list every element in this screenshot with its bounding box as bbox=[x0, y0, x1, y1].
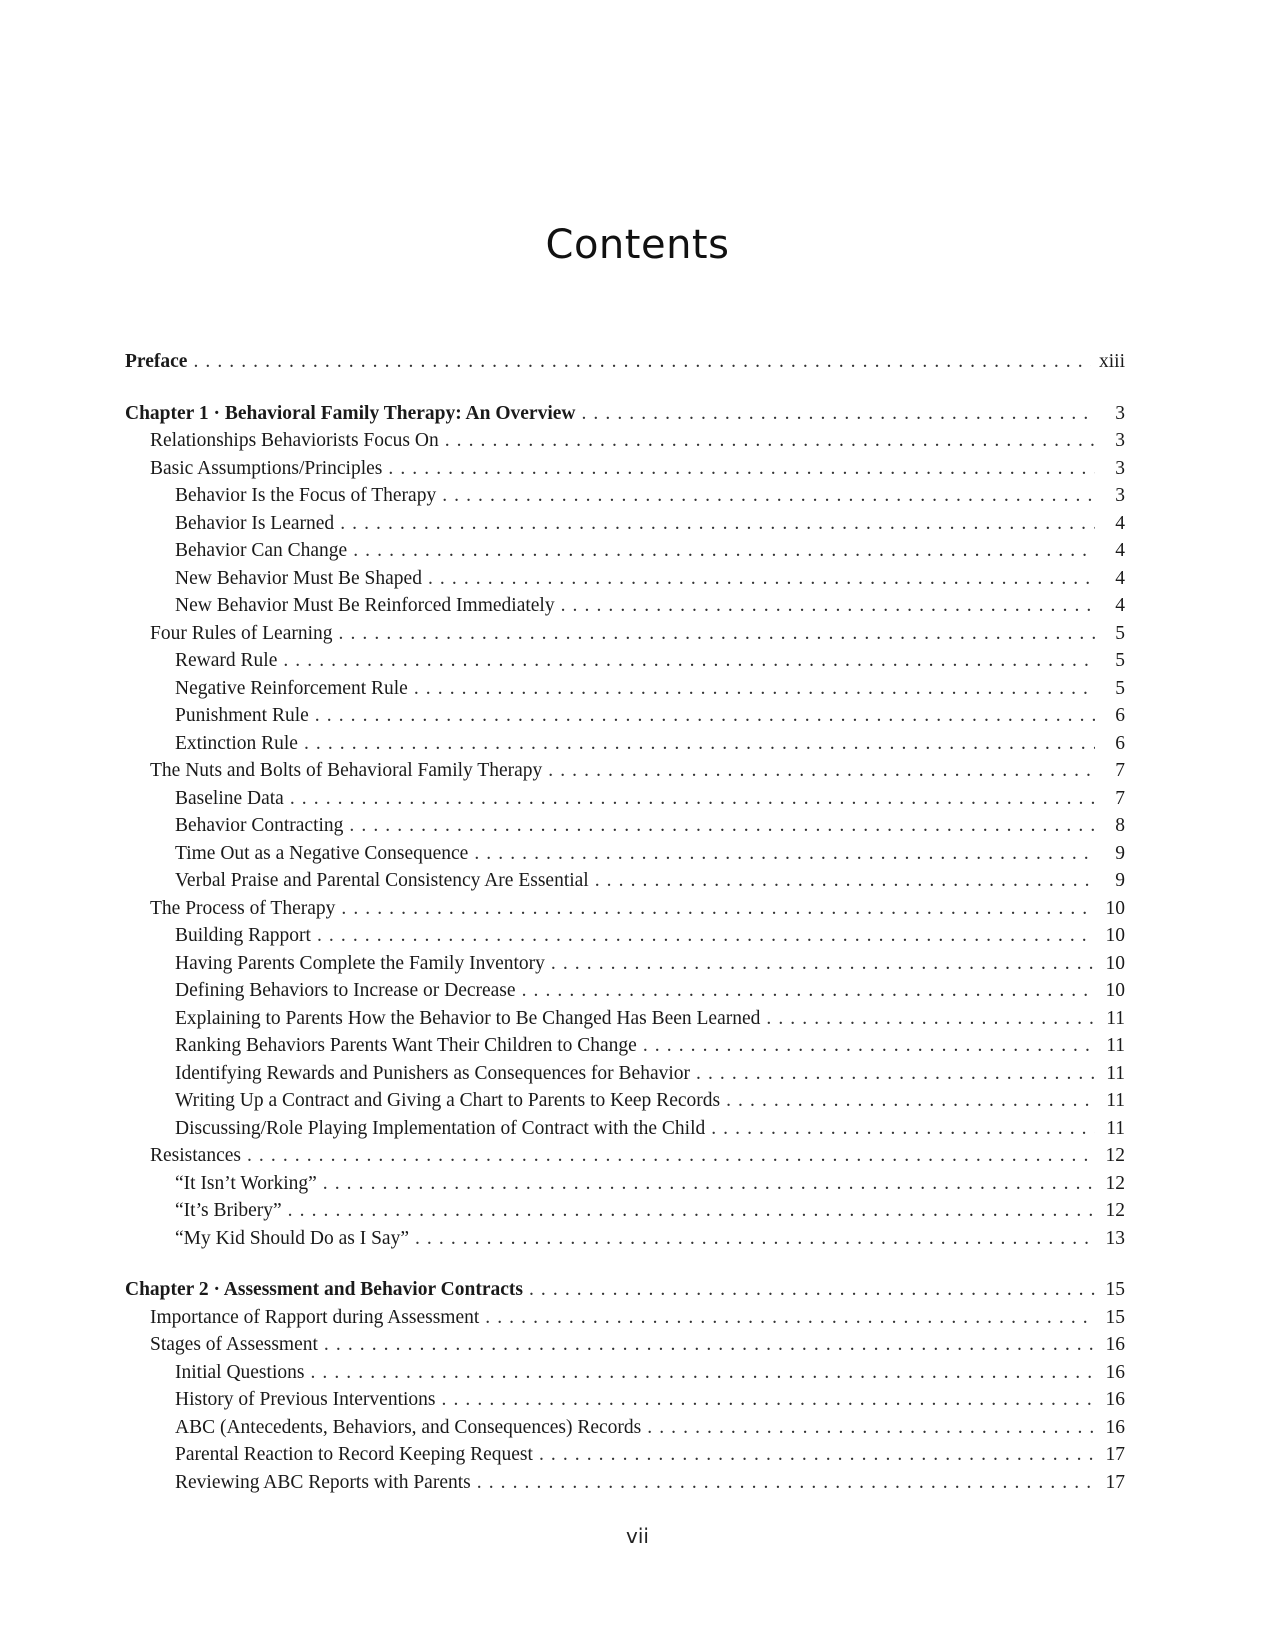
toc-entry-page-number: 11 bbox=[1106, 1062, 1125, 1084]
dot-leader bbox=[442, 482, 1095, 510]
toc-entry-page-number: 11 bbox=[1106, 1117, 1125, 1139]
toc-entry-title: Behavior Contracting bbox=[175, 815, 344, 836]
toc-subsection-entry bbox=[125, 1170, 1125, 1198]
toc-subsection-entry bbox=[125, 1225, 1125, 1253]
toc-entry-page-number: 11 bbox=[1106, 1007, 1125, 1029]
dot-leader bbox=[551, 950, 1095, 978]
dot-leader bbox=[442, 1386, 1095, 1414]
dot-leader bbox=[726, 1087, 1095, 1115]
dot-leader bbox=[193, 348, 1091, 376]
dot-leader bbox=[477, 1469, 1095, 1497]
dot-leader bbox=[643, 1032, 1095, 1060]
toc-entry-page-number: 10 bbox=[1105, 952, 1125, 974]
toc-entry-page-number: 8 bbox=[1115, 815, 1125, 836]
toc-entry-page-number: 11 bbox=[1106, 1035, 1125, 1056]
toc-subsection-entry bbox=[125, 1359, 1125, 1387]
toc-entry-title: Relationships Behaviorists Focus On bbox=[150, 430, 439, 451]
toc-entry-page-number: 12 bbox=[1105, 1200, 1125, 1221]
toc-subsection-entry bbox=[125, 565, 1125, 593]
dot-leader bbox=[522, 977, 1095, 1005]
toc-entry-title: Verbal Praise and Parental Consistency Are Essential bbox=[175, 870, 589, 891]
toc-subsection-entry bbox=[125, 812, 1125, 840]
dot-leader bbox=[323, 1170, 1095, 1198]
dot-leader bbox=[474, 840, 1095, 868]
toc-entry-title: Explaining to Parents How the Behavior to Be Changed Has Been Learned bbox=[175, 1007, 761, 1029]
toc-entry-title: “My Kid Should Do as I Say” bbox=[175, 1227, 409, 1249]
toc-subsection-entry bbox=[125, 592, 1125, 620]
dot-leader bbox=[310, 1359, 1095, 1387]
toc-section-entry bbox=[125, 1304, 1125, 1332]
toc-entry-title: Identifying Rewards and Punishers as Consequences for Behavior bbox=[175, 1062, 691, 1084]
toc-entry-title: Extinction Rule bbox=[175, 732, 298, 754]
toc-entry-page-number: 13 bbox=[1105, 1227, 1125, 1249]
toc-entry-page-number: 15 bbox=[1105, 1279, 1125, 1300]
toc-subsection-entry bbox=[125, 675, 1125, 703]
toc-entry-title: Time Out as a Negative Consequence bbox=[175, 842, 469, 864]
dot-leader bbox=[561, 592, 1095, 620]
toc-subsection-entry bbox=[125, 702, 1125, 730]
toc-entry-page-number: 16 bbox=[1105, 1361, 1125, 1383]
toc-entry-title: History of Previous Interventions bbox=[175, 1389, 436, 1410]
dot-leader bbox=[766, 1005, 1095, 1033]
toc-entry-title: Defining Behaviors to Increase or Decrease bbox=[175, 980, 516, 1001]
toc-subsection-entry bbox=[125, 977, 1125, 1005]
toc-entry-page-number: 16 bbox=[1105, 1334, 1125, 1355]
dot-leader bbox=[317, 922, 1095, 950]
toc-entry-title: “It’s Bribery” bbox=[175, 1200, 282, 1221]
toc-entry-page-number: 7 bbox=[1115, 787, 1125, 809]
toc-subsection-entry bbox=[125, 647, 1125, 675]
dot-leader bbox=[415, 1225, 1095, 1253]
toc-entry-page-number: 12 bbox=[1105, 1172, 1125, 1194]
toc-entry-title: Reward Rule bbox=[175, 650, 278, 671]
toc-entry-page-number: 17 bbox=[1105, 1471, 1125, 1493]
toc-entry-title: Behavior Is the Focus of Therapy bbox=[175, 485, 437, 506]
toc-entry-title: Stages of Assessment bbox=[150, 1334, 318, 1355]
toc-entry-title: Chapter 2 · Assessment and Behavior Contracts bbox=[125, 1279, 523, 1300]
toc-entry-title: Baseline Data bbox=[175, 787, 284, 809]
toc-section-entry bbox=[125, 1142, 1125, 1170]
dot-leader bbox=[339, 620, 1095, 648]
toc-entry-page-number: 17 bbox=[1105, 1444, 1125, 1465]
toc-section-entry bbox=[125, 757, 1125, 785]
toc-subsection-entry bbox=[125, 1414, 1125, 1442]
toc-entry-title: Preface bbox=[125, 351, 188, 372]
toc-entry-page-number: 9 bbox=[1115, 842, 1125, 864]
toc-subsection-entry bbox=[125, 1441, 1125, 1469]
toc-subsection-entry bbox=[125, 730, 1125, 758]
toc-entry-title: Reviewing ABC Reports with Parents bbox=[175, 1471, 471, 1493]
toc-subsection-entry bbox=[125, 1087, 1125, 1115]
page-number: vii bbox=[626, 1524, 649, 1548]
dot-leader bbox=[711, 1115, 1095, 1143]
toc-entry-page-number: 10 bbox=[1105, 897, 1125, 919]
dot-leader bbox=[647, 1414, 1095, 1442]
dot-leader bbox=[315, 702, 1095, 730]
dot-leader bbox=[428, 565, 1095, 593]
dot-leader bbox=[247, 1142, 1095, 1170]
toc-subsection-entry bbox=[125, 1060, 1125, 1088]
toc-subsection-entry bbox=[125, 1386, 1125, 1414]
toc-entry-title: Punishment Rule bbox=[175, 705, 309, 726]
dot-leader bbox=[539, 1441, 1095, 1469]
dot-leader bbox=[304, 730, 1095, 758]
toc-entry-title: Behavior Is Learned bbox=[175, 512, 335, 534]
toc-entry-title: The Process of Therapy bbox=[150, 897, 336, 919]
toc-subsection-entry bbox=[125, 922, 1125, 950]
toc-entry-page-number: 4 bbox=[1115, 567, 1125, 589]
toc-entry-title: Behavior Can Change bbox=[175, 540, 348, 561]
toc-section-entry bbox=[125, 427, 1125, 455]
dot-leader bbox=[324, 1331, 1095, 1359]
toc-entry-page-number: 3 bbox=[1115, 402, 1125, 424]
toc-subsection-entry bbox=[125, 482, 1125, 510]
toc-subsection-entry bbox=[125, 950, 1125, 978]
toc-subsection-entry bbox=[125, 1032, 1125, 1060]
dot-leader bbox=[353, 537, 1095, 565]
dot-leader bbox=[388, 455, 1095, 483]
dot-leader bbox=[529, 1276, 1095, 1304]
toc-subsection-entry bbox=[125, 1197, 1125, 1225]
toc-subsection-entry bbox=[125, 1005, 1125, 1033]
toc-entry-title: Discussing/Role Playing Implementation of Contract with the Child bbox=[175, 1117, 706, 1139]
dot-leader bbox=[341, 895, 1095, 923]
toc-entry-page-number: 3 bbox=[1115, 457, 1125, 479]
toc-entry-page-number: 6 bbox=[1115, 732, 1125, 754]
toc-entry-page-number: 10 bbox=[1105, 925, 1125, 946]
toc-section-entry bbox=[125, 895, 1125, 923]
toc-subsection-entry bbox=[125, 537, 1125, 565]
toc-entry-title: Writing Up a Contract and Giving a Chart to Parents to Keep Records bbox=[175, 1090, 721, 1111]
dot-leader bbox=[696, 1060, 1095, 1088]
table-of-contents bbox=[125, 348, 1125, 1496]
toc-chapter-entry bbox=[125, 348, 1125, 376]
toc-entry-page-number: 11 bbox=[1106, 1090, 1125, 1111]
toc-entry-page-number: 6 bbox=[1115, 705, 1125, 726]
toc-entry-page-number: 4 bbox=[1115, 540, 1125, 561]
dot-leader bbox=[290, 785, 1095, 813]
toc-entry-title: Four Rules of Learning bbox=[150, 622, 333, 644]
toc-entry-page-number: xiii bbox=[1098, 351, 1125, 372]
toc-entry-title: New Behavior Must Be Reinforced Immediately bbox=[175, 595, 555, 616]
toc-subsection-entry bbox=[125, 785, 1125, 813]
toc-entry-title: ABC (Antecedents, Behaviors, and Consequences) Records bbox=[175, 1416, 642, 1438]
toc-entry-page-number: 16 bbox=[1105, 1416, 1125, 1438]
toc-entry-title: Resistances bbox=[150, 1145, 241, 1166]
toc-section-entry bbox=[125, 620, 1125, 648]
toc-section-entry bbox=[125, 1331, 1125, 1359]
toc-entry-title: Chapter 1 · Behavioral Family Therapy: An Overview bbox=[125, 402, 576, 424]
toc-entry-page-number: 10 bbox=[1105, 980, 1125, 1001]
toc-entry-title: Basic Assumptions/Principles bbox=[150, 457, 383, 479]
toc-subsection-entry bbox=[125, 510, 1125, 538]
toc-entry-page-number: 5 bbox=[1115, 677, 1125, 699]
toc-chapter-entry bbox=[125, 1276, 1125, 1304]
dot-leader bbox=[548, 757, 1095, 785]
dot-leader bbox=[485, 1304, 1095, 1332]
toc-entry-title: Initial Questions bbox=[175, 1361, 305, 1383]
dot-leader bbox=[340, 510, 1095, 538]
dot-leader bbox=[445, 427, 1095, 455]
toc-subsection-entry bbox=[125, 840, 1125, 868]
dot-leader bbox=[349, 812, 1095, 840]
toc-entry-page-number: 4 bbox=[1115, 512, 1125, 534]
toc-chapter-entry bbox=[125, 400, 1125, 428]
toc-subsection-entry bbox=[125, 1469, 1125, 1497]
toc-section-entry bbox=[125, 455, 1125, 483]
toc-entry-page-number: 9 bbox=[1115, 870, 1125, 891]
toc-entry-title: Negative Reinforcement Rule bbox=[175, 677, 408, 699]
toc-entry-title: Building Rapport bbox=[175, 925, 311, 946]
toc-entry-page-number: 5 bbox=[1115, 650, 1125, 671]
toc-entry-page-number: 12 bbox=[1105, 1145, 1125, 1166]
toc-entry-page-number: 7 bbox=[1115, 760, 1125, 781]
page-title: Contents bbox=[545, 222, 730, 268]
toc-entry-title: Importance of Rapport during Assessment bbox=[150, 1306, 480, 1328]
toc-entry-page-number: 3 bbox=[1115, 485, 1125, 506]
toc-entry-title: Ranking Behaviors Parents Want Their Children to Change bbox=[175, 1035, 637, 1056]
toc-entry-title: New Behavior Must Be Shaped bbox=[175, 567, 422, 589]
toc-entry-page-number: 15 bbox=[1105, 1306, 1125, 1328]
toc-entry-page-number: 3 bbox=[1115, 430, 1125, 451]
toc-subsection-entry bbox=[125, 1115, 1125, 1143]
toc-entry-title: “It Isn’t Working” bbox=[175, 1172, 317, 1194]
dot-leader bbox=[595, 867, 1095, 895]
dot-leader bbox=[288, 1197, 1095, 1225]
dot-leader bbox=[283, 647, 1095, 675]
dot-leader bbox=[414, 675, 1095, 703]
toc-entry-page-number: 5 bbox=[1115, 622, 1125, 644]
dot-leader bbox=[581, 400, 1095, 428]
toc-entry-page-number: 16 bbox=[1105, 1389, 1125, 1410]
toc-entry-title: Parental Reaction to Record Keeping Request bbox=[175, 1444, 533, 1465]
toc-entry-title: Having Parents Complete the Family Inventory bbox=[175, 952, 545, 974]
toc-entry-page-number: 4 bbox=[1115, 595, 1125, 616]
toc-subsection-entry bbox=[125, 867, 1125, 895]
toc-entry-title: The Nuts and Bolts of Behavioral Family Therapy bbox=[150, 760, 543, 781]
